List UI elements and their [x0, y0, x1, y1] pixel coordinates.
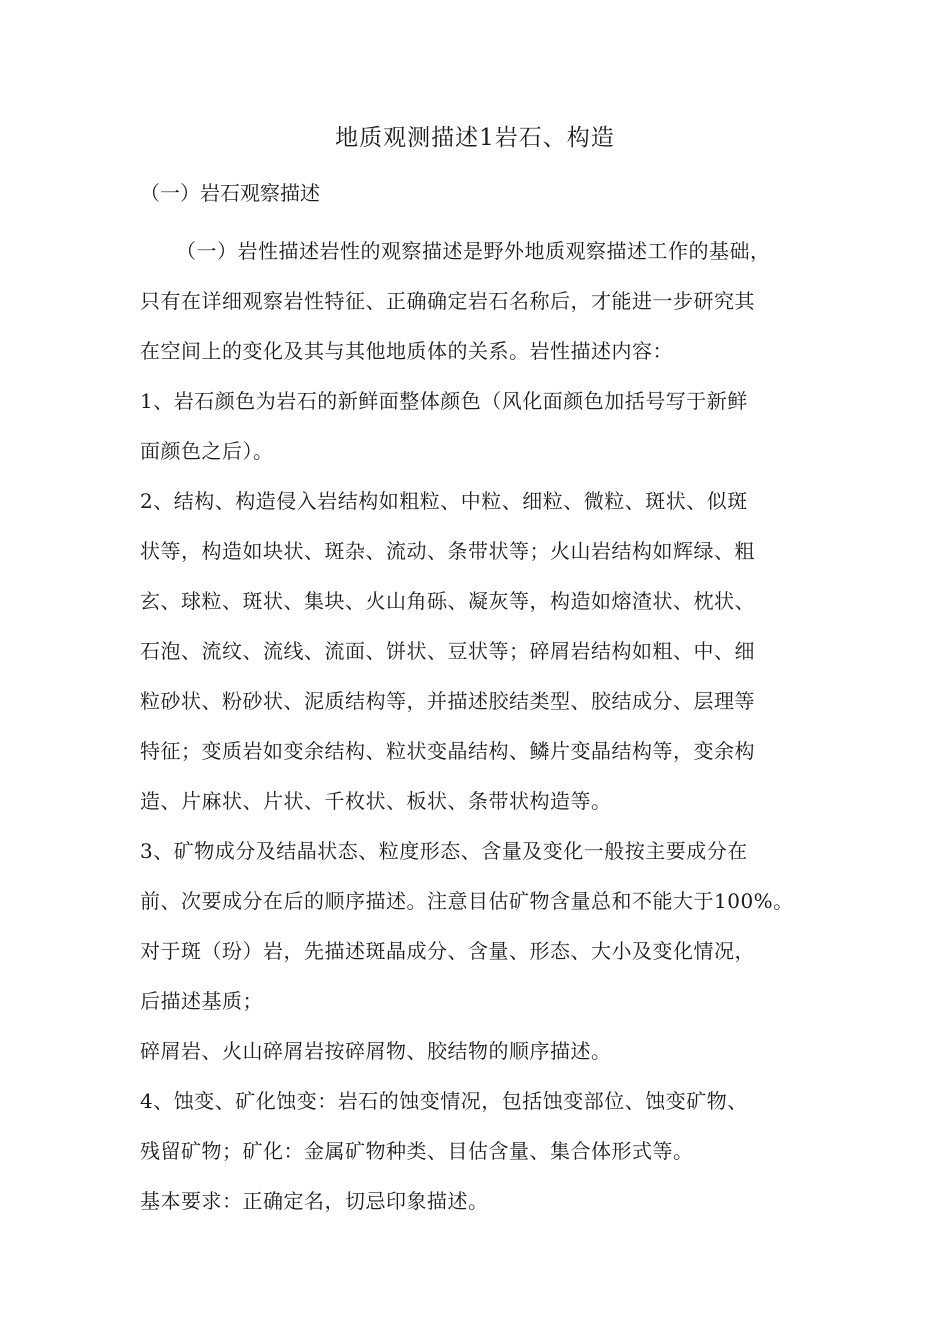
paragraph-line: 状等，构造如块状、斑杂、流动、条带状等；火山岩结构如辉绿、粗 — [140, 539, 755, 563]
paragraph-line: 2、结构、构造侵入岩结构如粗粒、中粒、细粒、微粒、斑状、似斑 — [140, 489, 748, 513]
paragraph-line: （一）岩性描述岩性的观察描述是野外地质观察描述工作的基础， — [176, 239, 771, 263]
paragraph-line: 只有在详细观察岩性特征、正确确定岩石名称后，才能进一步研究其 — [140, 289, 755, 313]
paragraph-line: 碎屑岩、火山碎屑岩按碎屑物、胶结物的顺序描述。 — [140, 1039, 612, 1063]
document-title: 地质观测描述1岩石、构造 — [335, 125, 615, 151]
paragraph-line: 在空间上的变化及其与其他地质体的关系。岩性描述内容： — [140, 339, 673, 363]
section-heading: （一）岩石观察描述 — [140, 181, 320, 205]
paragraph-line: 面颜色之后）。 — [140, 439, 274, 463]
paragraph-line: 4、蚀变、矿化蚀变：岩石的蚀变情况，包括蚀变部位、蚀变矿物、 — [140, 1089, 748, 1113]
paragraph-line: 粒砂状、粉砂状、泥质结构等，并描述胶结类型、胶结成分、层理等 — [140, 689, 755, 713]
paragraph-line: 石泡、流纹、流线、流面、饼状、豆状等；碎屑岩结构如粗、中、细 — [140, 639, 755, 663]
paragraph-line: 基本要求：正确定名，切忌印象描述。 — [140, 1189, 489, 1213]
paragraph-line: 后描述基质； — [140, 989, 263, 1013]
paragraph-line: 造、片麻状、片状、千枚状、板状、条带状构造等。 — [140, 789, 612, 813]
body-text — [140, 226, 840, 1226]
paragraph-line: 对于斑（玢）岩，先描述斑晶成分、含量、形态、大小及变化情况， — [140, 939, 755, 963]
paragraph-line: 残留矿物；矿化：金属矿物种类、目估含量、集合体形式等。 — [140, 1139, 694, 1163]
paragraph-line: 特征；变质岩如变余结构、粒状变晶结构、鳞片变晶结构等，变余构 — [140, 739, 755, 763]
paragraph-line: 1、岩石颜色为岩石的新鲜面整体颜色（风化面颜色加括号写于新鲜 — [140, 389, 748, 413]
paragraph-line: 3、矿物成分及结晶状态、粒度形态、含量及变化一般按主要成分在 — [140, 839, 748, 863]
paragraph-line: 玄、球粒、斑状、集块、火山角砾、凝灰等，构造如熔渣状、枕状、 — [140, 589, 755, 613]
paragraph-line: 前、次要成分在后的顺序描述。注意目估矿物含量总和不能大于100%。 — [140, 889, 794, 913]
